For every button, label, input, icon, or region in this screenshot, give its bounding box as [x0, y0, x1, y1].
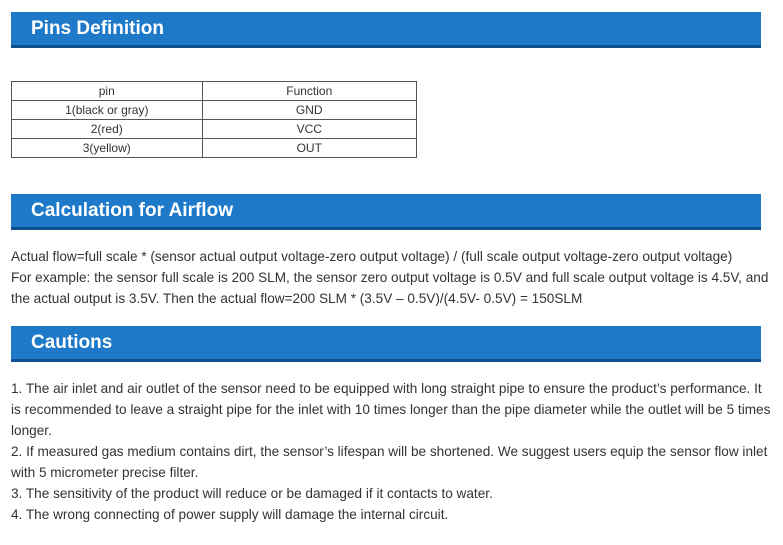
column-header-function: Function	[202, 82, 416, 101]
table-row	[12, 101, 417, 120]
column-header-pin: pin	[12, 82, 203, 101]
table-row	[12, 139, 417, 158]
table-cell-function: VCC	[202, 120, 416, 139]
table-cell-pin: 1(black or gray)	[12, 101, 203, 120]
calculation-formula: Actual flow=full scale * (sensor actual output voltage-zero output voltage) / (full scale output voltage-zero output voltage)	[11, 249, 733, 264]
section-title-cautions: Cautions	[31, 332, 113, 353]
section-title-pins: Pins Definition	[31, 18, 164, 39]
caution-item: 2. If measured gas medium contains dirt, the sensor’s lifespan will be shortened. We suggest users equip the sensor flow inlet with 5 micrometer precise filter.	[11, 444, 768, 480]
table-cell-function: OUT	[202, 139, 416, 158]
calculation-text	[11, 246, 771, 309]
section-header-cautions	[11, 326, 761, 362]
table-row	[12, 120, 417, 139]
cautions-list	[11, 378, 771, 525]
section-title-calculation: Calculation for Airflow	[31, 200, 233, 221]
table-cell-function: GND	[202, 101, 416, 120]
table-cell-pin: 2(red)	[12, 120, 203, 139]
caution-item: 4. The wrong connecting of power supply will damage the internal circuit.	[11, 507, 449, 522]
pins-table	[11, 81, 417, 158]
table-header-row	[12, 82, 417, 101]
calculation-example: For example: the sensor full scale is 200 SLM, the sensor zero output voltage is 0.5V and full scale output voltage is 4.5V, and the actual output is 3.5V. Then the actual flow=200 SLM * (3.5V – 0.5V)/(4.5V- 0.5V) = 150SLM	[11, 270, 769, 306]
section-header-calculation	[11, 194, 761, 230]
table-cell-pin: 3(yellow)	[12, 139, 203, 158]
section-header-pins	[11, 12, 761, 48]
caution-item: 1. The air inlet and air outlet of the sensor need to be equipped with long straight pipe to ensure the product’s performance. It is recommended to leave a straight pipe for the inlet with 10 times longer than the pipe diameter while the outlet will be 5 times longer.	[11, 381, 771, 438]
caution-item: 3. The sensitivity of the product will reduce or be damaged if it contacts to water.	[11, 486, 493, 501]
